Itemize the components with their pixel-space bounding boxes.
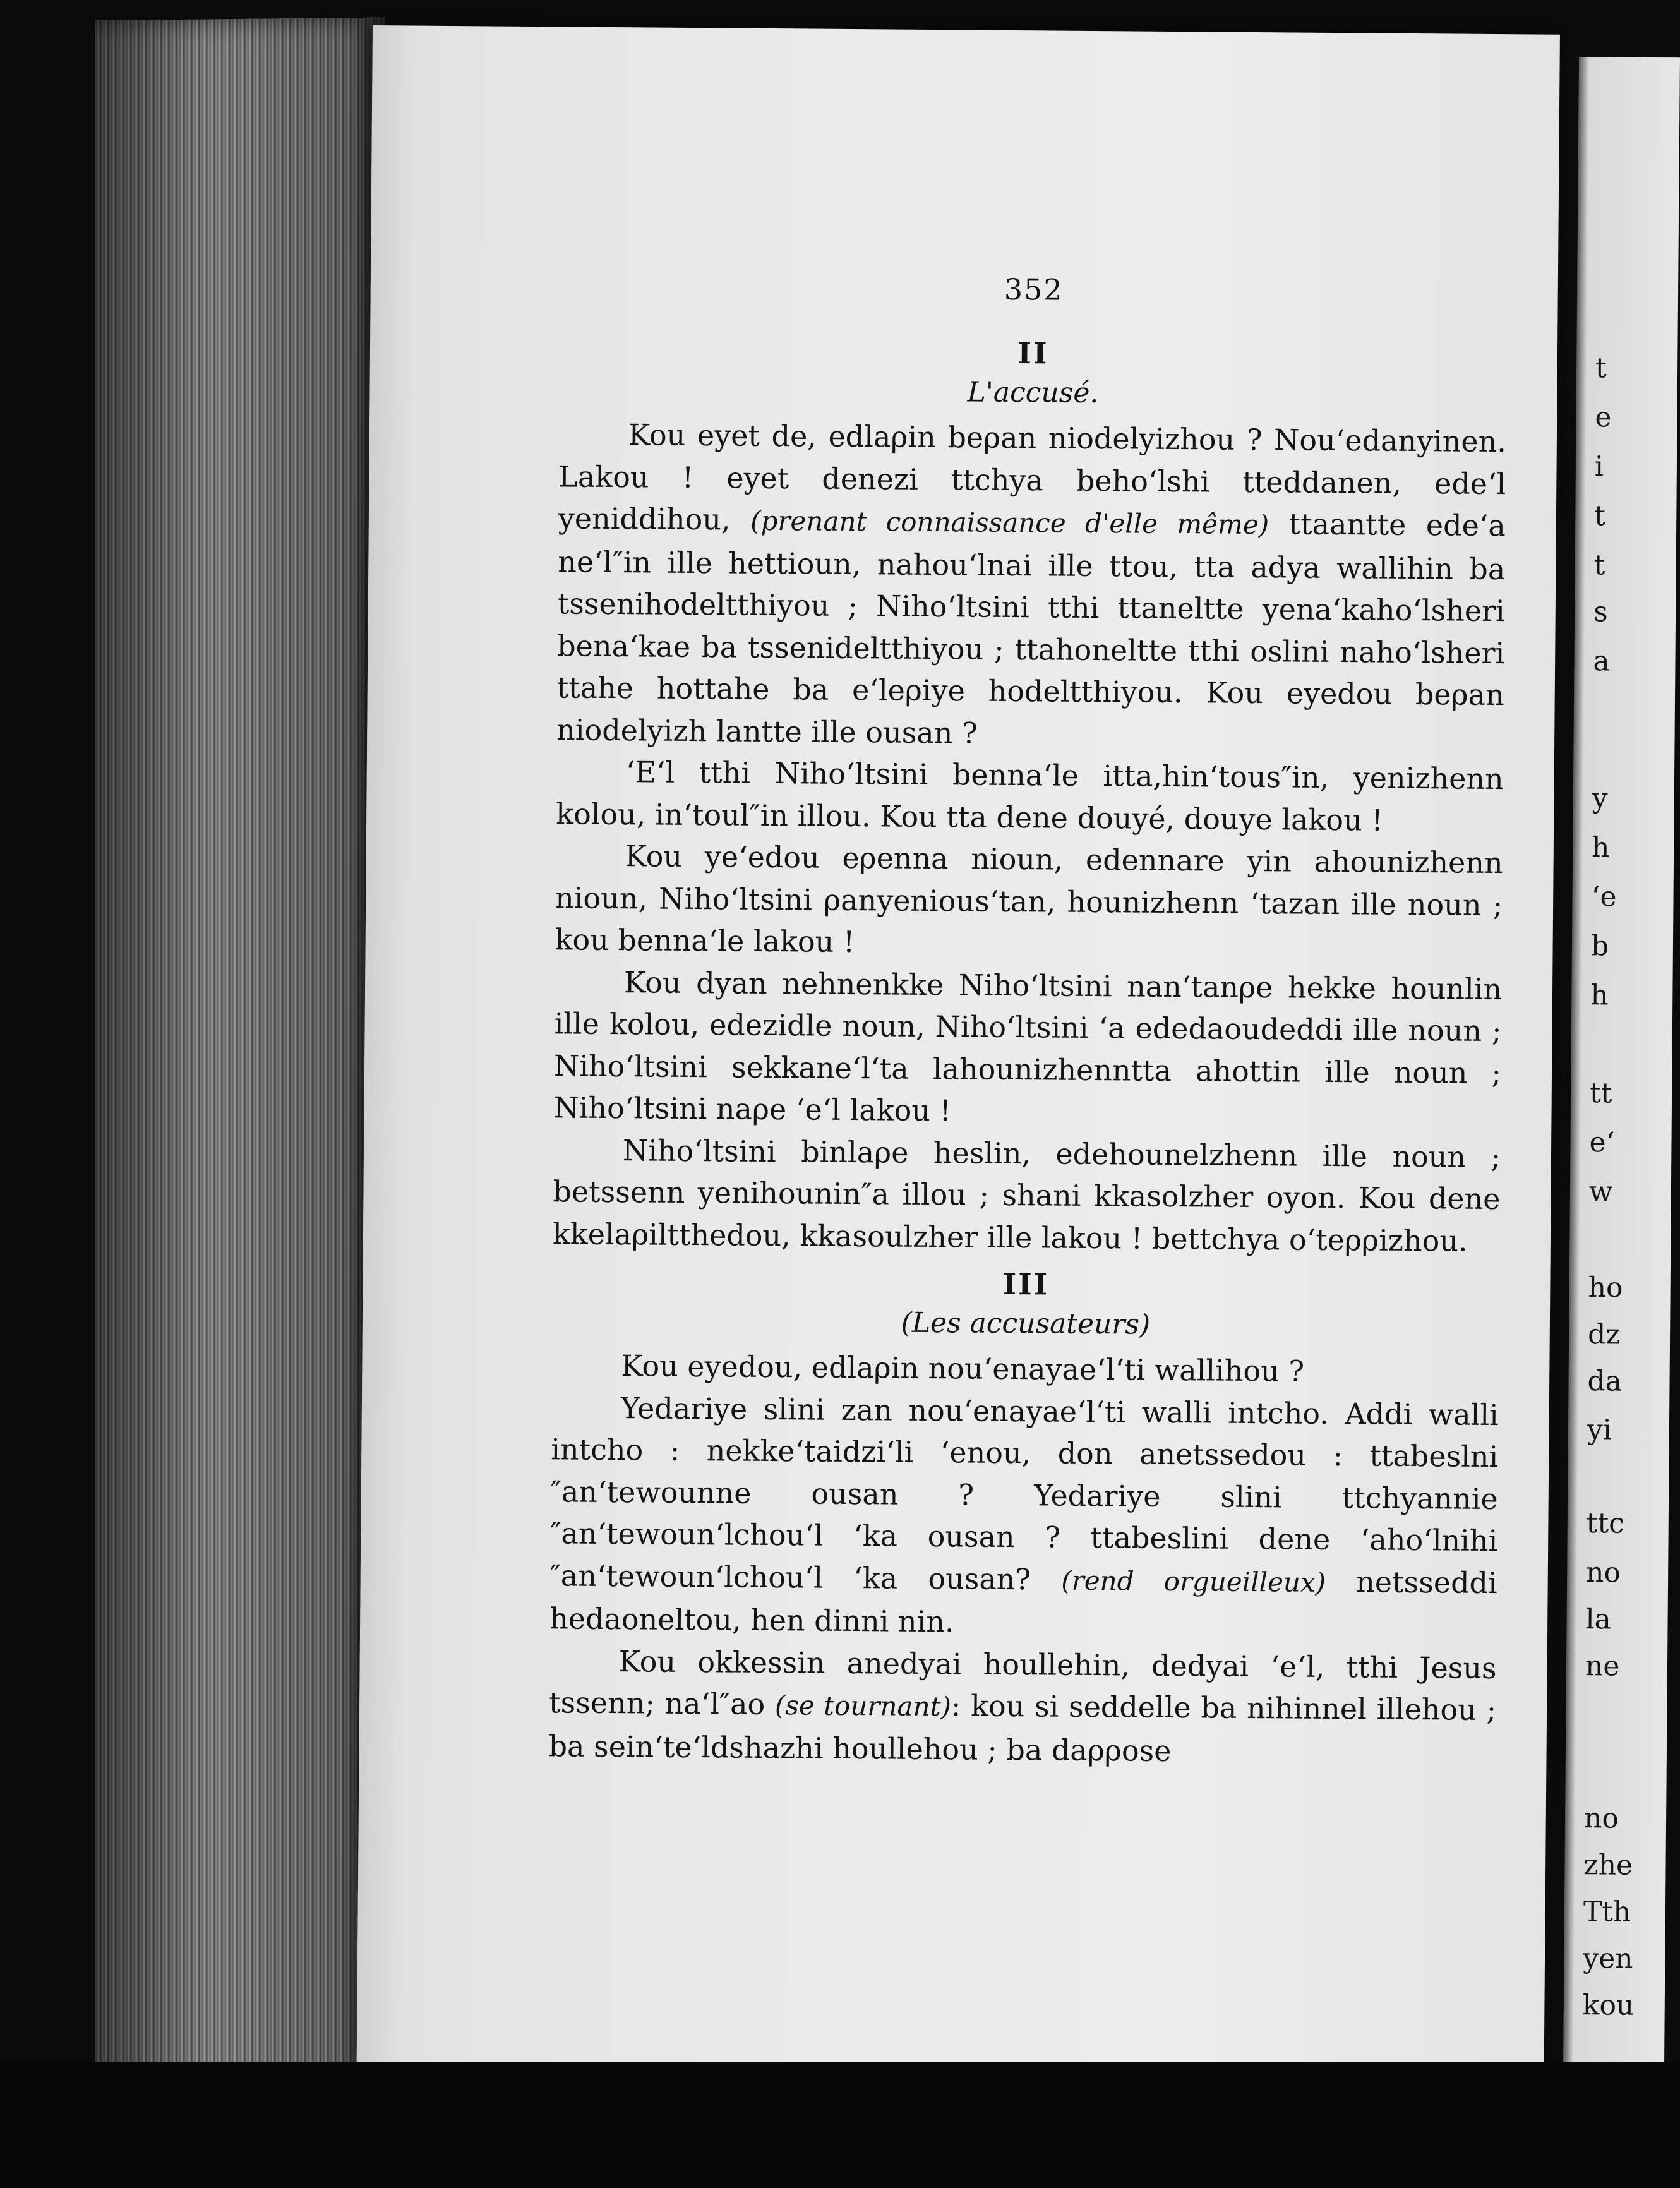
italic-text: (rend orgueilleux) [1061, 1565, 1326, 1598]
next-page-fragment: ‘e [1591, 880, 1617, 913]
section-heading: II [1017, 336, 1049, 371]
next-page-fragment: no [1585, 1556, 1621, 1589]
next-page-fragment: la [1585, 1602, 1612, 1636]
text-run: Niho‘ltsini binlaρe heslin, edehounelzhenn ille noun ; betssenn yenihounin″a illou ; shani kkasolzher oyon. Kou dene kkelaρiltthedou, kkasoulzher ille lakou ! bettchya o‘teρρizhou. [552, 1133, 1501, 1258]
next-page-fragment: yen [1583, 1942, 1633, 1975]
section-body [553, 413, 1506, 1262]
next-page-edge [1563, 57, 1680, 2066]
next-page-fragment: a [1593, 644, 1610, 678]
section-body [548, 1344, 1499, 1774]
next-page-fragment: i [1594, 450, 1604, 483]
text-run: : kou si seddelle ba nihinnel illehou ; ba sein‘te‘ldshazhi houllehou ; ba daρρose [548, 1688, 1497, 1768]
next-page-fragment: e [1595, 401, 1612, 434]
page-number: 352 [1004, 272, 1064, 307]
next-page-fragment: t [1593, 549, 1605, 582]
book-page-edges [95, 18, 385, 2099]
text-run: Kou eyet de, edlaρin beρan niodelyizhou ? Nou‘edanyinen. Lakou ! eyet denezi ttchya beho‘lshi tteddanen, ede‘l yeniddihou, [558, 418, 1507, 537]
next-page-fragment: tt [1589, 1077, 1612, 1110]
paragraph [548, 1640, 1497, 1774]
book-page [357, 25, 1560, 2075]
next-page-fragment: dz [1587, 1318, 1621, 1351]
paragraph [549, 1386, 1499, 1647]
next-page-fragment: h [1590, 978, 1609, 1012]
paragraph [553, 961, 1502, 1136]
paragraph [551, 1344, 1499, 1393]
next-page-fragment: t [1595, 352, 1607, 385]
section-3 [548, 1261, 1499, 1774]
text-run: Yedariye slini zan nou‘enayae‘l‘ti walli intcho. Addi walli intcho : nekke‘taidzi‘li ‘enou, don anetssedou : ttabeslni ″an‘tewounne ousan ? Yedariye slini ttchyannie ″an‘tewoun‘lchou‘l ‘ka ousan ? ttabeslini dene ‘aho‘lnihi ″an‘tewoun‘lchou‘l ‘ka ousan? [549, 1390, 1499, 1597]
next-page-fragment: t [1594, 500, 1606, 532]
paragraph [556, 750, 1504, 842]
section-subtitle: (Les accusateurs) [901, 1306, 1151, 1341]
next-page-fragment: w [1588, 1175, 1613, 1208]
page-content [548, 267, 1508, 1774]
text-run: ttaantte ede‘a ne‘l″in ille hettioun, nahou‘lnai ille ttou, tta adya wallihin ba tssenihodeltthiyou ; Niho‘ltsini tthi ttaneltte yena‘kaho‘lsheri bena‘kae ba tssenideltthiyou ; ttahoneltte tthi oslini naho‘lsheri ttahe hottahe ba e‘leρiye hodeltthiyou. Kou eyedou beρan niodelyizh lantte ille ousan ? [556, 507, 1506, 750]
scan-background [0, 2062, 1680, 2188]
text-run: Kou ye‘edou eρenna nioun, edennare yin ahounizhenn nioun, Niho‘ltsini ρanyenious‘tan, hounizhenn ‘tazan ille noun ; kou benna‘le lakou ! [555, 839, 1503, 959]
paragraph [553, 1129, 1501, 1262]
section-subtitle: L'accusé. [967, 376, 1099, 410]
next-page-fragment: zhe [1583, 1849, 1633, 1882]
next-page-fragment: e‘ [1589, 1126, 1615, 1159]
paragraph [555, 834, 1503, 968]
italic-text: (prenant connaissance d'elle même) [750, 505, 1269, 541]
next-page-fragment: ttc [1586, 1507, 1624, 1540]
section-2 [553, 330, 1507, 1262]
next-page-fragment: da [1587, 1364, 1623, 1398]
next-page-fragment: kou [1582, 1988, 1635, 2022]
text-run: Kou dyan nehnenkke Niho‘ltsini nan‘tanρe hekke hounlin ille kolou, edezidle noun, Niho‘ltsini ‘a ededaoudeddi ille noun ; Niho‘ltsini sekkane‘l‘ta lahounizhenntta ahottin ille noun ; Niho‘ltsini naρe ‘e‘l lakou ! [553, 965, 1503, 1128]
next-page-fragment: yi [1587, 1414, 1612, 1446]
text-run: ‘E‘l tthi Niho‘ltsini benna‘le itta,hin‘tous″in, yenizhenn kolou, in‘toul″in illou. Kou tta dene douyé, douye lakou ! [555, 755, 1504, 838]
next-page-fragment: y [1592, 782, 1608, 815]
next-page-fragment: Tth [1583, 1896, 1631, 1928]
next-page-fragment: ne [1585, 1649, 1620, 1683]
text-run: Kou okkessin anedyai houllehin, dedyai ‘e‘l, tthi Jesus tssenn; na‘l″ao [548, 1644, 1497, 1722]
paragraph [556, 413, 1506, 758]
section-heading: III [1002, 1266, 1050, 1302]
text-run: Kou eyedou, edlaρin nou‘enayae‘l‘ti wallihou ? [621, 1349, 1305, 1388]
text-run: netsseddi hedaoneltou, hen dinni nin. [549, 1564, 1497, 1639]
next-page-fragment: b [1590, 929, 1609, 963]
next-page-fragment: ho [1588, 1271, 1623, 1304]
next-page-fragment: s [1593, 596, 1608, 628]
italic-text: (se tournant) [774, 1690, 952, 1722]
next-page-fragment: h [1591, 831, 1610, 864]
next-page-fragment: no [1583, 1802, 1619, 1835]
